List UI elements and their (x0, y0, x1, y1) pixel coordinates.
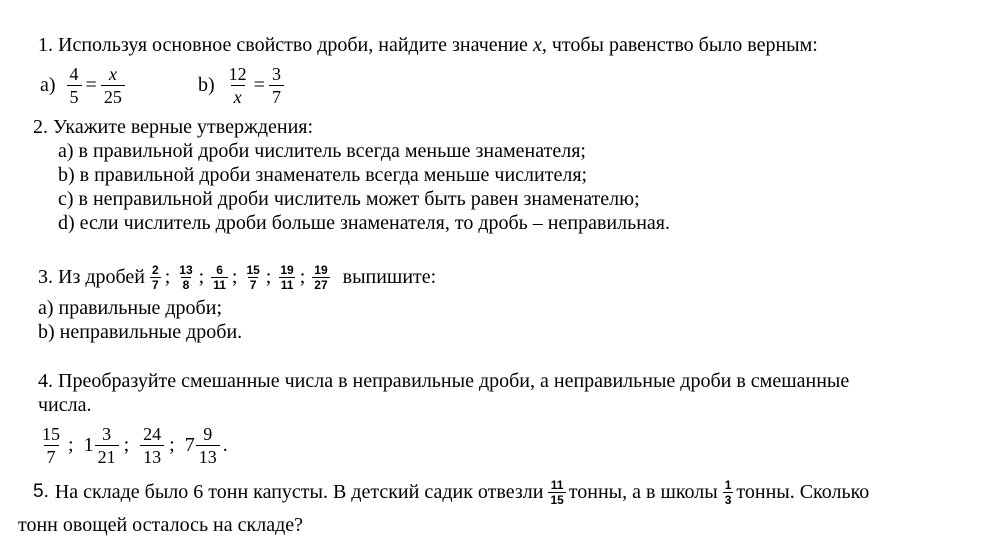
numerator: 19 (314, 262, 328, 277)
task1-b-label: b) (198, 74, 215, 96)
fraction-15-7 (39, 425, 63, 466)
task1-heading (38, 34, 818, 56)
task2-item-d: d) если числитель дроби больше знаменателя, то дробь – неправильная. (58, 212, 670, 234)
task5-text1: На складе было 6 тонн капусты. В детский садик отвезли (54, 481, 544, 503)
numerator: 24 (143, 423, 162, 444)
fraction-9-13 (196, 425, 220, 466)
fraction-1-3 (723, 479, 734, 506)
task5-line2: тонн овощей осталось на складе? (18, 514, 304, 536)
separator: ; (299, 266, 306, 288)
task5-text3: тонны. Сколько (736, 481, 870, 503)
task1-equation-b (198, 60, 285, 110)
task1-text-end: , чтобы равенство было верным: (541, 34, 818, 56)
task4-line1: 4. Преобразуйте смешанные числа в неправильные дроби, а неправильные дроби в смешанные (38, 370, 850, 392)
denominator: 8 (182, 277, 190, 292)
mixed-whole: 7 (184, 434, 195, 456)
fraction-12-x (226, 65, 250, 106)
numerator: 15 (42, 423, 60, 444)
fraction-24-13 (140, 425, 164, 466)
denominator: 13 (140, 445, 164, 466)
separator: ; (68, 434, 74, 456)
task2-title: 2. Укажите верные утверждения: (33, 116, 314, 138)
fraction-19-11 (278, 264, 295, 291)
denominator: 11 (213, 277, 226, 292)
denominator: 11 (280, 277, 294, 292)
task5-text2: тонны, а в школы (568, 481, 718, 503)
task3-item-b: b) неправильные дроби. (38, 321, 243, 343)
fraction-2-7 (150, 264, 161, 291)
period: . (222, 434, 228, 456)
task3-intro-line (38, 257, 436, 297)
numerator: 3 (102, 423, 112, 444)
separator: ; (265, 266, 272, 288)
task3-outro: выпишите: (342, 266, 437, 288)
equals-sign: = (85, 74, 97, 96)
numerator: 19 (280, 262, 294, 277)
fraction-x-25 (101, 65, 125, 106)
numerator: 2 (152, 262, 159, 277)
denominator: x (231, 85, 245, 106)
task5-number: 5. (33, 481, 49, 502)
denominator: 15 (550, 492, 564, 507)
numerator: 12 (228, 63, 247, 84)
numerator: 9 (203, 423, 213, 444)
numerator: 11 (550, 477, 564, 492)
separator: ; (123, 434, 130, 456)
fraction-15-7 (244, 264, 261, 291)
task1-a-label: a) (40, 74, 56, 96)
task1-number: 1. (38, 34, 53, 56)
fraction-6-11 (211, 264, 228, 291)
separator: ; (198, 266, 205, 288)
denominator: 5 (67, 85, 82, 106)
equals-sign: = (253, 74, 265, 96)
denominator: 13 (196, 445, 220, 466)
denominator: 25 (101, 85, 125, 106)
separator: ; (164, 266, 171, 288)
numerator: 4 (69, 63, 79, 84)
mixed-whole: 1 (83, 434, 94, 456)
task1-text: Используя основное свойство дроби, найдите значение (58, 34, 528, 56)
denominator: 7 (44, 445, 59, 466)
numerator: x (108, 63, 117, 84)
task4-line2: числа. (38, 394, 92, 416)
fraction-13-8 (177, 264, 194, 291)
task3-item-a: a) правильные дроби; (38, 297, 222, 319)
numerator: 6 (216, 262, 223, 277)
fraction-19-27 (312, 264, 329, 291)
task5-line1 (33, 474, 869, 510)
denominator: 7 (269, 85, 284, 106)
fraction-11-15 (548, 479, 565, 506)
denominator: 7 (249, 277, 257, 292)
task4-expressions (38, 420, 228, 470)
separator: ; (231, 266, 238, 288)
task2-item-b: b) в правильной дроби знаменатель всегда меньше числителя; (58, 164, 588, 186)
fraction-4-5 (67, 65, 82, 106)
separator: ; (169, 434, 175, 456)
task2-item-a: a) в правильной дроби числитель всегда меньше знаменателя; (58, 140, 586, 162)
denominator: 27 (314, 277, 328, 292)
task2-item-c: c) в неправильной дроби числитель может быть равен знаменателю; (58, 188, 640, 210)
task3-intro: 3. Из дробей (38, 266, 146, 288)
task1-variable: x (532, 34, 542, 56)
fraction-3-21 (95, 425, 119, 466)
denominator: 7 (152, 277, 159, 292)
numerator: 1 (724, 477, 732, 492)
numerator: 3 (271, 63, 281, 84)
numerator: 15 (246, 262, 260, 277)
task1-equation-a (40, 60, 126, 110)
denominator: 21 (95, 445, 119, 466)
fraction-3-7 (269, 65, 284, 106)
denominator: 3 (724, 492, 732, 507)
numerator: 13 (179, 262, 193, 277)
